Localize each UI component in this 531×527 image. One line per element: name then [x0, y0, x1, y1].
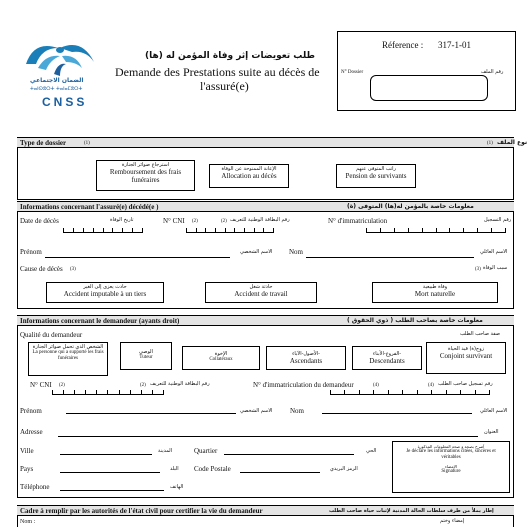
cni-num-fr: (2) [192, 219, 198, 224]
cause-option-accident-travail[interactable] [205, 282, 317, 303]
cnss-logo [20, 34, 100, 112]
demandeur-cni-label-ar: رقم البطاقة الوطنية للتعريف [150, 381, 210, 387]
option-label-ar: الإخوة [214, 351, 228, 357]
option-label-ar: الإعانة الممنوحة عن الوفاة [221, 166, 277, 172]
option-label-fr: Accident imputable à un tiers [63, 290, 147, 298]
quartier-label-fr: Quartier [194, 447, 218, 455]
ville-label-fr: Ville [20, 447, 34, 455]
option-label-ar: حادث يعزى إلى الغير [83, 284, 127, 290]
option-label-fr: Mort naturelle [414, 290, 456, 298]
demandeur-header [17, 315, 514, 326]
tel-label-ar: الهاتف [170, 484, 184, 490]
cp-label-ar: الرمز البريدي [330, 466, 358, 472]
demandeur-prenom-label-fr: Prénom [20, 407, 42, 415]
demandeur-immat-label-fr: N° d'immatriculation du demandeur [253, 381, 354, 389]
reference-box [337, 31, 516, 111]
option-label-fr: Tuteur [139, 355, 153, 360]
option-label-fr: Allocation au décès [221, 172, 277, 180]
type-dossier-num-fr: (1) [84, 141, 90, 146]
tel-field[interactable] [60, 490, 164, 491]
adresse-label-ar: العنوان [484, 429, 499, 435]
qualite-option-frais-funeraires[interactable] [28, 342, 108, 376]
assure-prenom-label-fr: Prénom [20, 248, 42, 256]
cnss-emblem-icon [20, 34, 100, 78]
dossier-number-field[interactable] [370, 75, 488, 101]
assure-nom-label-ar: الاسم العائلي [480, 249, 508, 255]
option-label-fr: La personne qui a supporté les frais funéraires [32, 350, 104, 361]
demandeur-immat-num-fr: (4) [373, 383, 379, 388]
pays-field[interactable] [60, 472, 160, 473]
reference-value: 317-1-01 [438, 40, 471, 50]
demandeur-immat-label-ar: رقم تسجيل صاحب الطلب [438, 381, 493, 387]
cni-label-fr: N° CNI [163, 217, 185, 225]
option-label-fr: Collatéraux [209, 357, 233, 362]
demandeur-prenom-field[interactable] [66, 413, 236, 414]
immat-label-ar: رقم التسجيل [484, 217, 512, 223]
cause-label-ar: سبب الوفاة [483, 265, 508, 271]
cni-num-ar: (2) [221, 219, 227, 224]
option-label-fr: Accident de travail [234, 290, 288, 298]
quartier-label-ar: الحي [366, 448, 377, 454]
demandeur-cni-label-fr: N° CNI [30, 381, 52, 389]
option-label-fr: Ascendants [289, 357, 323, 365]
adresse-field[interactable] [58, 436, 478, 437]
title-fr-line1: Demande des Prestations suite au décès de [115, 65, 320, 79]
type-option-frais-funeraires[interactable] [96, 160, 195, 191]
qualite-option-conjoint[interactable] [426, 342, 506, 374]
assure-immat-field[interactable] [366, 228, 506, 233]
option-label-ar: الأصول-الآباء- [292, 351, 320, 357]
title-fr-line2: l'assuré(e) [200, 79, 249, 93]
org-acronym: CNSS [42, 95, 88, 109]
type-dossier-header [17, 137, 528, 148]
option-label-fr: Descendants [369, 357, 405, 365]
option-label-fr: Remboursement des frais funéraires [109, 168, 182, 184]
assure-prenom-label-ar: الاسم الشخصي [240, 249, 273, 255]
pays-label-fr: Pays [20, 465, 34, 473]
assure-header-ar: معلومات خاصة بالمؤمن له(ها) المتوفى (ة) [347, 203, 474, 210]
qualite-option-descendants[interactable] [352, 346, 422, 370]
demandeur-header-fr: Informations concernant le demandeur (ayants droit) [20, 317, 180, 325]
etat-civil-header-ar: إطار يملأ من طرف سلطات الحالة المدنية لإثبات حياة صاحب الطلب [329, 508, 494, 514]
demandeur-nom-label-ar: الاسم العائلي [480, 408, 508, 414]
demandeur-immat-field[interactable] [330, 390, 490, 395]
type-option-pension-survivants[interactable] [336, 164, 416, 188]
signature-box[interactable] [392, 441, 510, 493]
cp-label-fr: Code Postale [194, 465, 231, 473]
demandeur-cni-field[interactable] [52, 390, 164, 395]
option-label-fr: Conjoint survivant [439, 352, 493, 360]
etat-civil-name-label: Nom : [20, 519, 36, 525]
reference-label: Réference : [382, 40, 424, 50]
cp-field[interactable] [240, 472, 320, 473]
type-option-allocation-deces[interactable] [209, 164, 289, 188]
option-label-ar: الفروع-الأبناء- [372, 351, 402, 357]
option-label-ar: راتب المتوفى عنهم [356, 166, 396, 172]
assure-header [17, 201, 514, 212]
qualite-option-tuteur[interactable] [120, 342, 172, 370]
cause-label-fr: Cause de décès [20, 265, 63, 273]
cause-option-mort-naturelle[interactable] [372, 282, 498, 303]
cause-num-fr: (3) [70, 267, 76, 272]
title-ar: طلب تعويضات إثر وفاة المؤمن له (ها) [145, 51, 315, 61]
assure-header-fr: Informations concernant l'assuré(e) décédé(e ) [20, 203, 159, 211]
date-deces-label-ar: تاريخ الوفاة [110, 217, 134, 223]
tel-label-fr: Téléphone [20, 483, 50, 491]
assure-cni-field[interactable] [186, 228, 274, 233]
demandeur-header-ar: معلومات خاصة بصاحب الطلب ( ذوي الحقوق ) [347, 317, 483, 324]
demandeur-cni-num-ar: (2) [140, 383, 146, 388]
option-label-ar: حادثة شغل [249, 284, 273, 290]
etat-civil-stamp-label: إمضاء وختم [440, 518, 465, 524]
date-deces-field[interactable] [63, 228, 143, 233]
cni-label-ar: رقم البطاقة الوطنية للتعريف [230, 217, 290, 223]
qualite-label-ar: صفة صاحب الطلب [460, 331, 500, 337]
option-label-ar: زوج(ة) قيد الحياة [447, 346, 485, 352]
type-dossier-label-ar: نوع الملف [497, 139, 528, 146]
org-name-tifinagh: ⵜⴰⵏⵙⵓⵔⵜ ⵜⴰⵏⴰⵎⵓⵔⵜ [30, 86, 83, 92]
etat-civil-header-fr: Cadre à remplir par les autorités de l'état civil pour certifier la vie du demandeur [20, 507, 263, 515]
quartier-field[interactable] [224, 454, 354, 455]
demandeur-cni-num-fr: (2) [59, 383, 65, 388]
qualite-option-collateraux[interactable] [182, 346, 260, 370]
type-dossier-num-ar: (1) [487, 141, 493, 146]
option-label-ar: وفاة طبيعية [422, 284, 448, 290]
demandeur-nom-field[interactable] [322, 413, 472, 414]
dossier-label-fr: N° Dossier [341, 70, 364, 75]
option-label-fr: Pension de survivants [345, 172, 407, 180]
option-label-ar: الشخص الذي تحمل صوائر الجنازة [32, 344, 104, 350]
demandeur-immat-num-ar: (4) [428, 383, 434, 388]
type-dossier-label-fr: Type de dossier [20, 139, 67, 147]
etat-civil-header [17, 505, 514, 516]
cause-option-accident-tiers[interactable] [46, 282, 164, 303]
dossier-label-ar: رقم الملف [481, 69, 504, 75]
option-label-ar: الوصي [139, 349, 153, 355]
org-name-ar: الضمان الاجتماعي [30, 77, 84, 84]
pays-label-ar: البلد [170, 466, 179, 472]
demandeur-prenom-label-ar: الاسم الشخصي [240, 408, 273, 414]
signature-label-fr: Signature [441, 469, 461, 474]
option-label-ar: استرجاع صوائر الجنازة [121, 162, 170, 168]
signature-declaration-fr: Je déclare les informations citées, sincères et véritables [406, 449, 496, 460]
date-deces-label-fr: Date de décès [20, 217, 59, 225]
assure-prenom-field[interactable] [45, 257, 230, 258]
qualite-option-ascendants[interactable] [266, 346, 346, 370]
cause-num-ar: (3) [475, 267, 481, 272]
signature-declaration-ar: أصرح بصحة و صحة المعلومات المذكورة [417, 444, 485, 449]
ville-field[interactable] [60, 454, 152, 455]
ville-label-ar: المدينة [158, 448, 173, 454]
adresse-label-fr: Adresse [20, 428, 43, 436]
immat-label-fr: N° d'immatriculation [328, 217, 388, 225]
assure-nom-label-fr: Nom [289, 248, 303, 256]
demandeur-nom-label-fr: Nom [290, 407, 304, 415]
assure-nom-field[interactable] [306, 257, 474, 258]
qualite-label-fr: Qualité du demandeur [20, 331, 83, 339]
signature-label-ar: الإمضاء [444, 464, 458, 469]
